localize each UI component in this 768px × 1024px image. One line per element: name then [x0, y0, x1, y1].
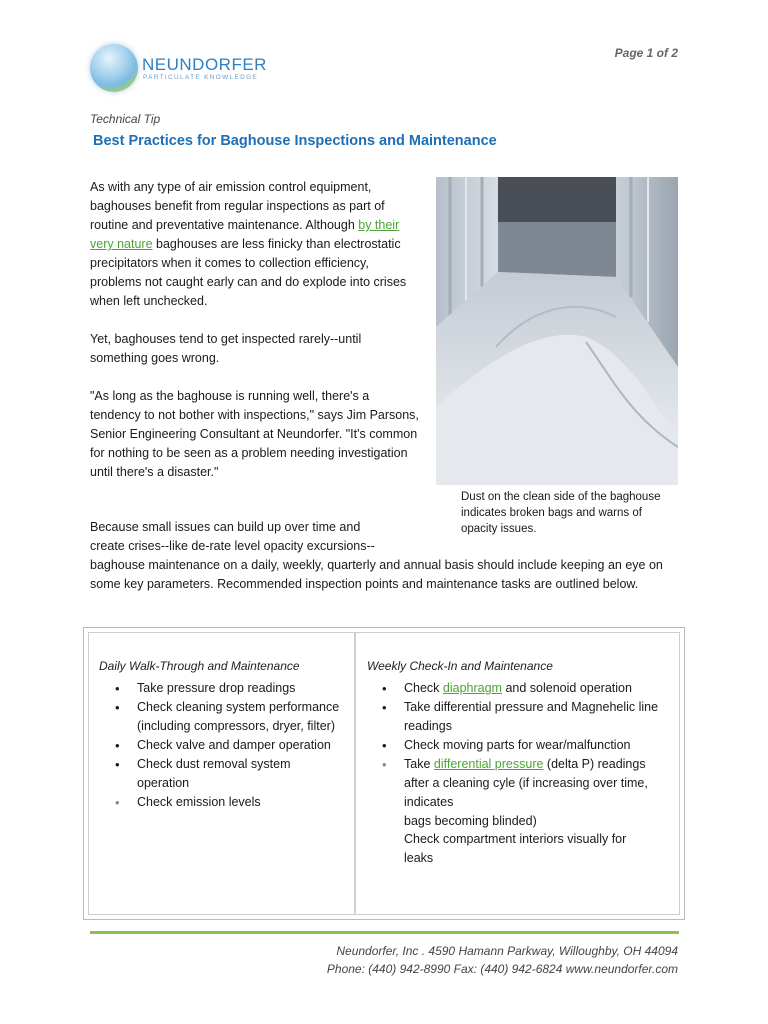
footer-contact: Phone: (440) 942-8990 Fax: (440) 942-6824 www.neundorfer.com [326, 962, 678, 976]
footer-divider [90, 931, 679, 934]
list-item: • Take differential pressure and Magnehelic line readings [382, 698, 674, 736]
weekly-maintenance-cell [355, 632, 680, 915]
maintenance-paragraph: baghouse maintenance on a daily, weekly, quarterly and annual basis should include keeping an eye on some key parameters. Recommended inspection points and maintenance tasks are outlined below. [90, 558, 663, 591]
baghouse-dust-photo [436, 177, 678, 485]
daily-task-list [115, 679, 340, 812]
list-item: • Check diaphragm and solenoid operation [382, 679, 674, 698]
daily-heading: Daily Walk-Through and Maintenance [99, 659, 300, 673]
maintenance-line-1: Because small issues can build up over time and [90, 520, 361, 534]
differential-pressure-link[interactable]: differential pressure [433, 757, 544, 771]
globe-logo-icon [90, 44, 138, 92]
list-item: • Take differential pressure (delta P) readings after a cleaning cyle (if increasing over time, indicates bags becoming blinded) [382, 755, 674, 831]
photo-caption: Dust on the clean side of the baghouse indicates broken bags and warns of opacity issues. [461, 491, 661, 535]
list-item: • Check dust removal system operation [115, 755, 340, 793]
inspection-paragraph: Yet, baghouses tend to get inspected rarely--until something goes wrong. [90, 332, 362, 365]
logo-tagline: PARTICULATE KNOWLEDGE [143, 74, 259, 81]
intro-paragraph: As with any type of air emission control equipment, baghouses benefit from regular inspections as part of routine and preventative maintenance. Although by their very nature baghouses are less finicky than electrostatic precipitators when it comes to collection efficiency, problems not caught early can and do explode into crises when left unchecked. [90, 180, 407, 308]
weekly-task-list [382, 679, 674, 831]
logo-wordmark: NEUNDORFER [142, 55, 267, 74]
list-item: • Check moving parts for wear/malfunction [382, 736, 674, 755]
list-item: • Check valve and damper operation [115, 736, 340, 755]
compartment-check-text: Check compartment interiors visually for leaks [404, 832, 627, 865]
section-kicker: Technical Tip [90, 112, 161, 126]
list-item: • Check emission levels [115, 793, 340, 812]
weekly-heading: Weekly Check-In and Maintenance [367, 659, 553, 673]
list-item-continuation: bags becoming blinded) [404, 814, 537, 828]
daily-maintenance-cell [88, 632, 355, 915]
maintenance-table [83, 627, 685, 920]
list-item: • Check cleaning system performance (including compressors, dryer, filter) [115, 698, 340, 736]
company-logo [90, 44, 267, 94]
maintenance-line-2: create crises--like de-rate level opacity excursions-- [90, 539, 375, 553]
page-number: Page 1 of 2 [614, 46, 678, 60]
diaphragm-link[interactable]: diaphragm [442, 681, 502, 695]
by-their-very-nature-link[interactable]: by their very nature [90, 218, 400, 251]
quote-paragraph: "As long as the baghouse is running well, there's a tendency to not bother with inspections," says Jim Parsons, Senior Engineering Consultant at Neundorfer. "It's common for nothing to be seen as a problem needing investigation until there's a disaster." [90, 389, 419, 479]
footer-address: Neundorfer, Inc . 4590 Hamann Parkway, Willoughby, OH 44094 [336, 944, 678, 958]
list-item: • Take pressure drop readings [115, 679, 340, 698]
page-title: Best Practices for Baghouse Inspections and Maintenance [93, 133, 497, 149]
